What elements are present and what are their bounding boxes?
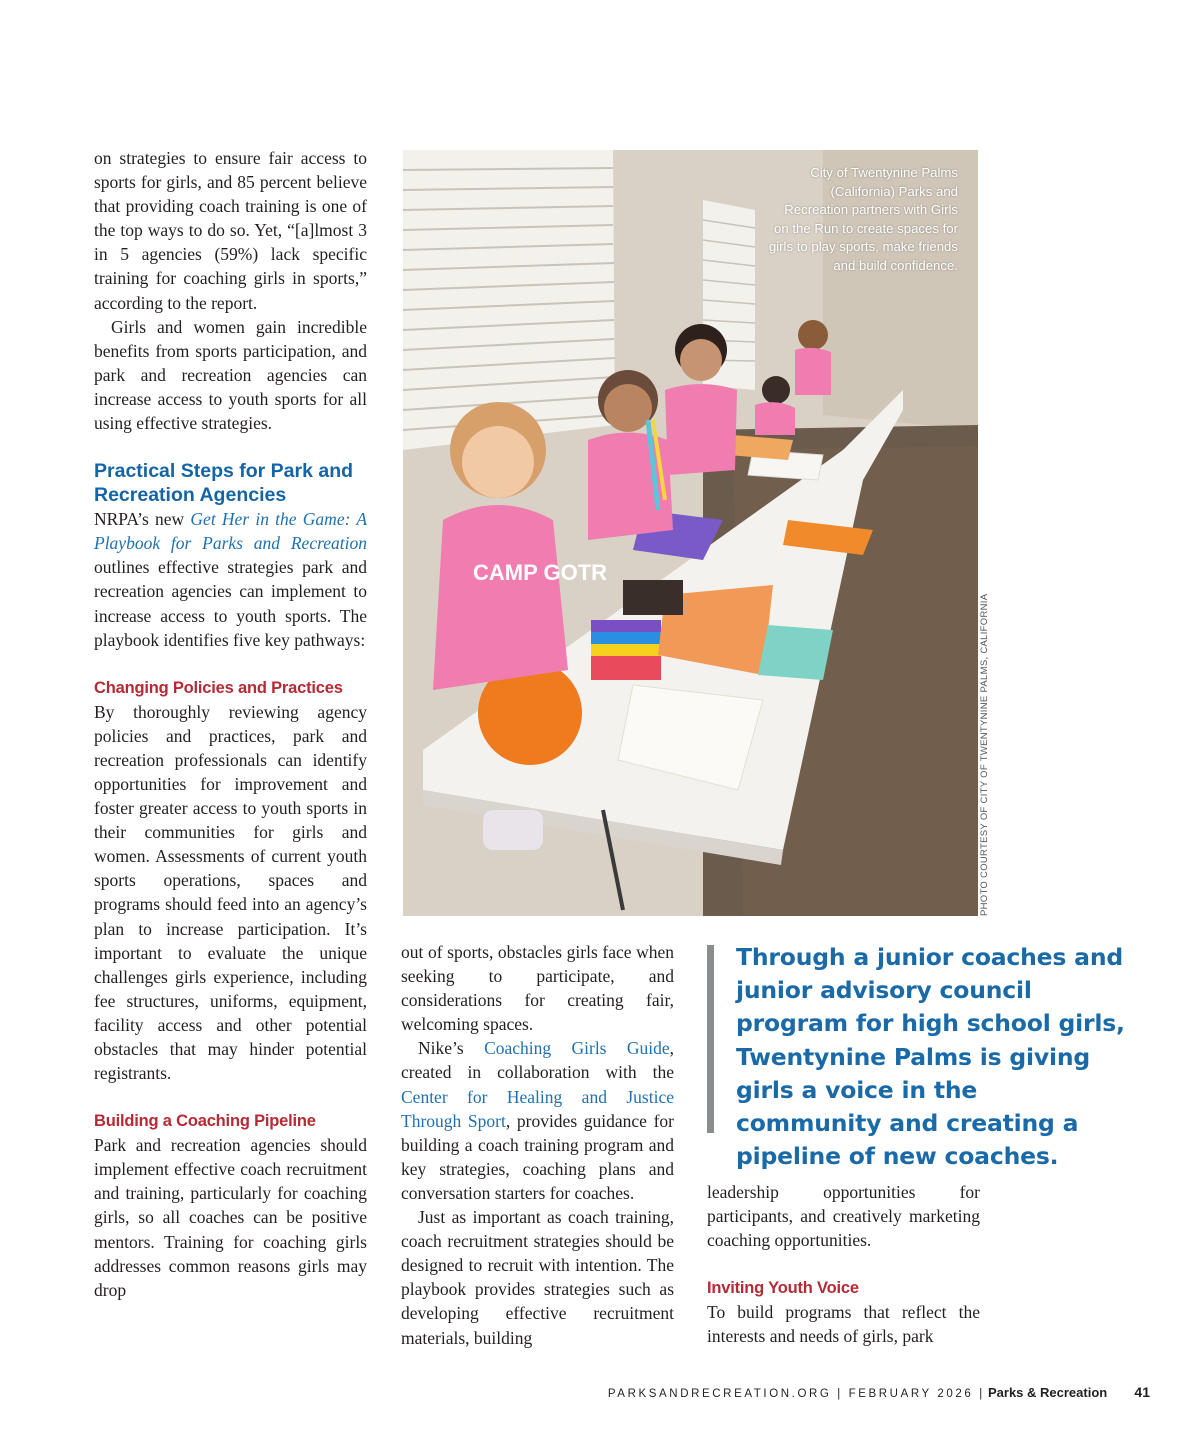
footer-site-date: PARKSANDRECREATION.ORG | FEBRUARY 2026 | bbox=[607, 1388, 985, 1400]
pull-quote-bar bbox=[707, 945, 714, 1133]
page-footer bbox=[560, 1384, 1150, 1400]
body-paragraph: Just as important as coach training, coach recruitment strategies should be designed to recruit with intention. The playbook provides strategies such as developing effective recruitment materials, building bbox=[401, 1207, 674, 1348]
photo-girl-3 bbox=[665, 324, 737, 475]
photo-craft-teal-paper bbox=[758, 625, 833, 680]
body-paragraph: Park and recreation agencies should implement effective coach recruitment and training, particularly for coaching girls, so all coaches can be positive mentors. Training for coaching girls addresses common reasons girls may drop bbox=[94, 1135, 367, 1300]
body-paragraph: on strategies to ensure fair access to sports for girls, and 85 percent believe that providing coach training is one of the top ways to do so. Yet, “[a]lmost 3 in 5 agencies (59%) lack specific training for coaching girls in sports,” according to the report. bbox=[94, 148, 367, 313]
subheading: Inviting Youth Voice bbox=[707, 1279, 859, 1298]
photo-craft-frame bbox=[623, 580, 683, 615]
page-number: 41 bbox=[1134, 1384, 1150, 1400]
text-run: Nike’s bbox=[418, 1038, 485, 1059]
text-run: , provides guidance for building a coach training program and key strategies, coaching plans and conversation starters for coaches. bbox=[401, 1110, 674, 1203]
subheading: Building a Coaching Pipeline bbox=[94, 1112, 316, 1131]
section-heading: Practical Steps for Park and Recreation Agencies bbox=[94, 460, 354, 507]
photo-shirt-text: CAMP GOTR bbox=[473, 560, 608, 585]
subheading: Changing Policies and Practices bbox=[94, 678, 343, 697]
chjs-link[interactable]: Center for Healing and Justice Through Sport bbox=[401, 1086, 674, 1131]
article-column-3 bbox=[707, 1180, 980, 1348]
article-column-2 bbox=[401, 940, 674, 1350]
photo-caption: City of Twentynine Palms (California) Parks and Recreation partners with Girls on the Run to create spaces for girls to play sports, make friends and build confidence. bbox=[768, 165, 958, 273]
text-run: NRPA’s new bbox=[94, 509, 191, 530]
body-paragraph: Girls and women gain incredible benefits from sports participation, and park and recreation agencies can increase access to youth sports for all using effective strategies. bbox=[94, 316, 367, 434]
body-paragraph: To build programs that reflect the interests and needs of girls, park bbox=[707, 1302, 980, 1347]
article-column-1 bbox=[94, 146, 367, 1302]
text-run: outlines effective strategies park and recreation agencies can implement to increase access to youth sports. The playbook identifies five key pathways: bbox=[94, 557, 367, 650]
playbook-link[interactable]: Get Her in the Game: A Playbook for Parks and Recreation bbox=[94, 509, 368, 554]
body-paragraph: leadership opportunities for participants, and creatively marketing coaching opportunities. bbox=[707, 1182, 980, 1251]
footer-magazine-name: Parks & Recreation bbox=[987, 1385, 1108, 1400]
body-paragraph bbox=[401, 1036, 674, 1205]
body-paragraph bbox=[94, 507, 367, 652]
body-paragraph: By thoroughly reviewing agency policies and practices, park and recreation professionals can identify opportunities for improvement and foster greater access to youth sports in their communities for girls and women. Assessments of current youth sports operations, spaces and programs should feed into an agency’s plan to increase participation. It’s important to evaluate the unique challenges girls experience, including fee structures, uniforms, equipment, facility access and other potential obstacles that may hinder potential registrants. bbox=[94, 701, 367, 1084]
body-paragraph: out of sports, obstacles girls face when seeking to participate, and considerations for creating fair, welcoming spaces. bbox=[401, 942, 674, 1035]
coaching-girls-guide-link[interactable]: Coaching Girls Guide bbox=[484, 1038, 670, 1059]
photo-credit: PHOTO COURTESY OF CITY OF TWENTYNINE PALMS, CALIFORNIA bbox=[979, 593, 990, 916]
pull-quote-text: Through a junior coaches and junior advisory council program for high school girls, Twentynine Palms is giving girls a voice in the community and creating a pipeline of new coaches. bbox=[736, 943, 1125, 1171]
pull-quote bbox=[707, 943, 1125, 1171]
article-photo bbox=[403, 150, 978, 916]
text-run: , created in collaboration with the bbox=[401, 1038, 674, 1083]
photo-girl-5 bbox=[795, 320, 831, 395]
